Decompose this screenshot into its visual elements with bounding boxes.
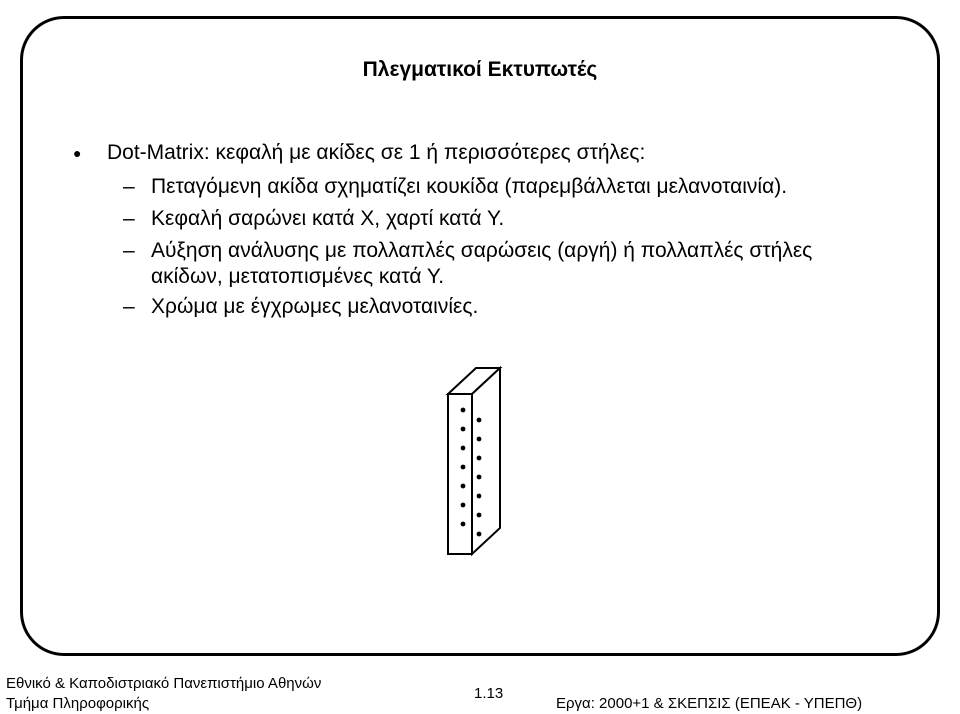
pin-dot (477, 532, 482, 537)
pin-dot (461, 465, 466, 470)
slide-title: Πλεγματικοί Εκτυπωτές (362, 58, 598, 81)
print-head-side-face (472, 368, 500, 554)
dot-matrix-print-head-icon (440, 362, 550, 562)
sub-item-text: Χρώμα με έγχρωμες μελανοταινίες. (151, 295, 479, 318)
footer-department: Τμήμα Πληροφορικής (6, 695, 150, 712)
dash-icon: – (123, 207, 135, 230)
pin-dot (477, 494, 482, 499)
pin-dot (461, 427, 466, 432)
footer-institution: Εθνικό & Καποδιστριακό Πανεπιστήμιο Αθηνών (6, 675, 322, 692)
bullet-icon: ● (73, 145, 82, 161)
pin-dot (477, 456, 482, 461)
footer-project: Εργα: 2000+1 & ΣΚΕΠΣΙΣ (ΕΠΕΑΚ - ΥΠΕΠΘ) (556, 695, 863, 712)
pin-dot (477, 475, 482, 480)
pin-dot (477, 418, 482, 423)
sub-item-text: Αύξηση ανάλυσης με πολλαπλές σαρώσεις (αργή) ή πολλαπλές στήλες (151, 239, 813, 262)
pin-dot (461, 408, 466, 413)
dash-icon: – (123, 175, 135, 198)
pin-dot (461, 484, 466, 489)
print-head-front-face (448, 394, 472, 554)
pin-dot (461, 522, 466, 527)
pin-dot (461, 503, 466, 508)
page-number: 1.13 (474, 685, 504, 702)
pin-dot (461, 446, 466, 451)
sub-item-text: Πεταγόμενη ακίδα σχηματίζει κουκίδα (παρεμβάλλεται μελανοταινία). (151, 175, 788, 198)
sub-item-text: Κεφαλή σαρώνει κατά Χ, χαρτί κατά Υ. (151, 207, 505, 230)
pin-dot (477, 437, 482, 442)
sub-item-text: ακίδων, μετατοπισμένες κατά Υ. (151, 265, 445, 288)
bullet-text: Dot-Matrix: κεφαλή με ακίδες σε 1 ή περισσότερες στήλες: (107, 141, 646, 164)
dash-icon: – (123, 295, 135, 318)
dash-icon: – (123, 239, 135, 262)
pin-dot (477, 513, 482, 518)
